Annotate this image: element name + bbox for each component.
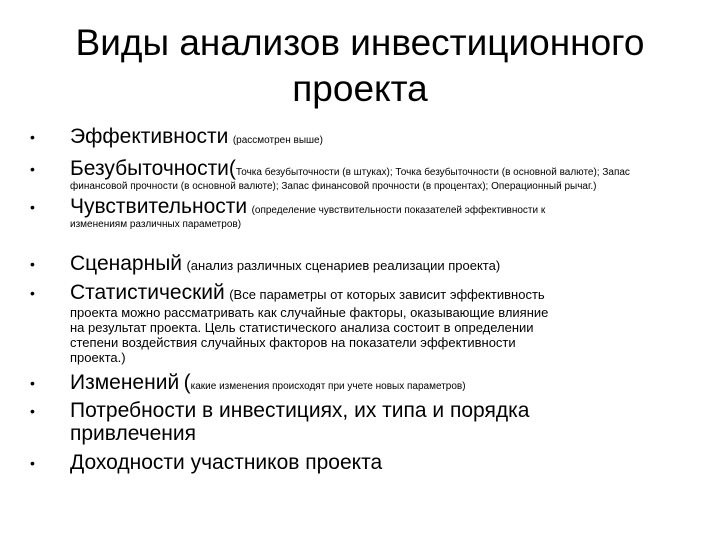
bullet-icon: • [30, 403, 35, 419]
bullet-icon: • [30, 199, 35, 215]
item-note-line-1: (Все параметры от которых зависит эффективность [229, 287, 545, 302]
item-note: (рассмотрен выше) [232, 135, 323, 146]
item-note-line-2: проекта можно рассматривать как случайные факторы, оказывающие влияние [70, 305, 549, 320]
item-paren: ( [228, 157, 236, 180]
item-note-line-1: (определение чувствительности показателей эффективности к [251, 205, 546, 216]
item-note-line-2: финансовой прочности (в основной валюте); Запас финансовой прочности (в процентах); Операционный рычаг.) [70, 181, 597, 192]
item-title: Статистический [70, 281, 225, 304]
item-title-line-2: привлечения [70, 422, 197, 445]
item-title: Эффективности [70, 125, 229, 148]
bullet-icon: • [30, 256, 35, 272]
bullet-icon: • [30, 375, 35, 391]
item-paren: ( [183, 371, 191, 394]
item-title: Чувствительности [70, 195, 248, 218]
title-line-2: проекта [292, 68, 428, 109]
item-note-line-3: на результат проекта. Цель статистического анализа состоит в определении [70, 320, 534, 335]
item-note: (анализ различных сценариев реализации проекта) [186, 258, 501, 273]
bullet-icon: • [30, 161, 35, 177]
item-note: какие изменения происходят при учете новых параметров) [190, 381, 466, 392]
item-title: Доходности участников проекта [70, 451, 383, 474]
title-line-1: Виды анализов инвестиционного [75, 22, 645, 63]
item-title: Сценарный [70, 252, 183, 275]
item-title: Безубыточности [70, 157, 229, 180]
bullet-icon: • [30, 129, 35, 145]
item-note-line-2: изменениям различных параметров) [70, 219, 242, 230]
item-note-line-5: проекта.) [70, 350, 126, 365]
bullet-icon: • [30, 285, 35, 301]
bullet-icon: • [30, 455, 35, 471]
item-note-line-4: степени воздействия случайных факторов на показатели эффективности [70, 335, 516, 350]
item-note-line-1: Точка безубыточности (в штуках); Точка безубыточности (в основной валюте); Запас [235, 167, 630, 178]
item-title: Изменений [70, 371, 180, 394]
item-title-line-1: Потребности в инвестициях, их типа и порядка [70, 399, 530, 422]
